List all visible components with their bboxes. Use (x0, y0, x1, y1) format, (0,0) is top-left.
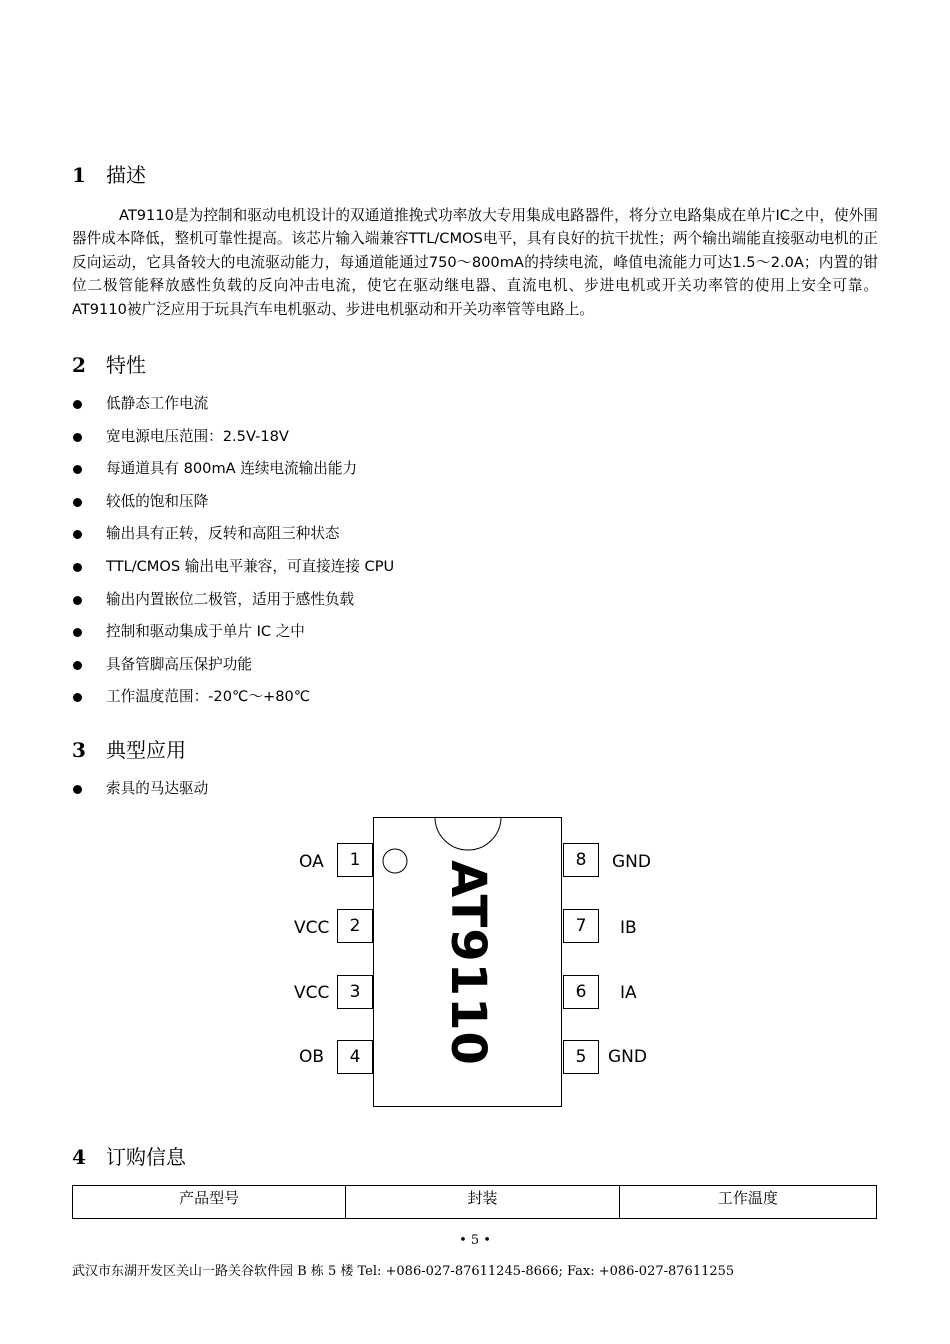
bullet-icon (73, 661, 82, 670)
list-item (72, 558, 772, 591)
ordering-table (72, 1185, 877, 1219)
section-number: 4 (72, 1145, 86, 1169)
list-item-text: 输出内置嵌位二极管，适用于感性负载 (106, 590, 355, 608)
section-heading-features (72, 353, 146, 377)
bullet-icon (73, 465, 82, 474)
footer-address: 武汉市东湖开发区关山一路关谷软件园 B 栋 5 楼 Tel: +086-027-87611245-8666; Fax: +086-027-87611255 (72, 1264, 735, 1279)
pin-label-gnd: GND (608, 1047, 647, 1067)
list-item-text: 低静态工作电流 (106, 395, 209, 412)
section-heading-description (72, 163, 146, 187)
list-item (72, 591, 772, 624)
pin-1: 1 (337, 843, 373, 877)
pin-label-oa: OA (299, 852, 324, 872)
pin-label-vcc: VCC (294, 918, 330, 938)
description-paragraph: AT9110是为控制和驱动电机设计的双通道推挽式功率放大专用集成电路器件，将分立电路集成在单片IC之中，使外围器件成本降低，整机可靠性提高。该芯片输入端兼容TTL/CMOS电平，具有良好的抗干扰性；两个输出端能直接驱动电机的正反向运动，它具备较大的电流驱动能力，每通道能通过750～800mA的持续电流，峰值电流能力可达1.5～2.0A；内置的钳位二极管能释放感性负载的反向冲击电流，使它在驱动继电器、直流电机、步进电机或开关功率管的使用上安全可靠。AT9110被广泛应用于玩具汽车电机驱动、步进电机驱动和开关功率管等电路上。 (72, 207, 878, 318)
section-title: 订购信息 (106, 1145, 186, 1169)
pin-label-gnd: GND (612, 852, 651, 872)
table-header-row (73, 1186, 877, 1219)
list-item (72, 525, 772, 558)
list-item-text: 较低的饱和压降 (106, 492, 209, 510)
pin-2: 2 (337, 909, 373, 943)
list-item-text: 具备管脚高压保护功能 (106, 655, 252, 673)
pin1-marker-circle (380, 846, 410, 876)
list-item (72, 656, 772, 689)
bullet-icon (73, 785, 82, 794)
bullet-icon (73, 433, 82, 442)
bullet-icon (73, 596, 82, 605)
section-title: 描述 (106, 163, 146, 187)
pin-3: 3 (337, 975, 373, 1009)
pin-label-ia: IA (620, 983, 637, 1003)
section-heading-applications (72, 738, 186, 762)
applications-list (72, 780, 772, 813)
bullet-icon (73, 693, 82, 702)
list-item-text: 索具的马达驱动 (106, 780, 209, 797)
pin-label-ob: OB (299, 1047, 325, 1067)
pin-6: 6 (563, 975, 599, 1009)
pin-8: 8 (563, 843, 599, 877)
list-item (72, 623, 772, 656)
section-title: 特性 (106, 353, 146, 377)
column-header-model: 产品型号 (73, 1186, 346, 1219)
column-header-package: 封装 (346, 1186, 619, 1219)
chip-package (373, 817, 562, 1107)
column-header-temperature: 工作温度 (619, 1186, 876, 1219)
chip-name: AT9110 (440, 860, 496, 1066)
page-number: • 5 • (459, 1233, 491, 1248)
section-number: 2 (72, 353, 86, 377)
bullet-icon (73, 563, 82, 572)
bullet-icon (73, 400, 82, 409)
bullet-icon (73, 628, 82, 637)
list-item-text: 工作温度范围：-20℃～+80℃ (106, 688, 311, 706)
list-item-text: 输出具有正转，反转和高阻三种状态 (106, 525, 340, 543)
pin-label-ib: IB (620, 918, 637, 938)
list-item-text: 每通道具有 800mA 连续电流输出能力 (106, 460, 358, 478)
list-item-text: TTL/CMOS 输出电平兼容，可直接连接 CPU (106, 557, 395, 575)
pin-5: 5 (563, 1040, 599, 1074)
section-number: 1 (72, 163, 86, 187)
list-item (72, 780, 772, 813)
bullet-icon (73, 530, 82, 539)
list-item-text: 控制和驱动集成于单片 IC 之中 (106, 623, 305, 641)
pin-7: 7 (563, 909, 599, 943)
features-list (72, 395, 772, 721)
section-title: 典型应用 (106, 738, 186, 762)
pin-label-vcc: VCC (294, 983, 330, 1003)
pin-4: 4 (337, 1040, 373, 1074)
list-item-text: 宽电源电压范围：2.5V-18V (106, 427, 289, 445)
list-item (72, 428, 772, 461)
list-item (72, 460, 772, 493)
list-item (72, 395, 772, 428)
list-item (72, 493, 772, 526)
section-number: 3 (72, 738, 86, 762)
section-heading-ordering (72, 1145, 186, 1169)
bullet-icon (73, 498, 82, 507)
list-item (72, 688, 772, 721)
